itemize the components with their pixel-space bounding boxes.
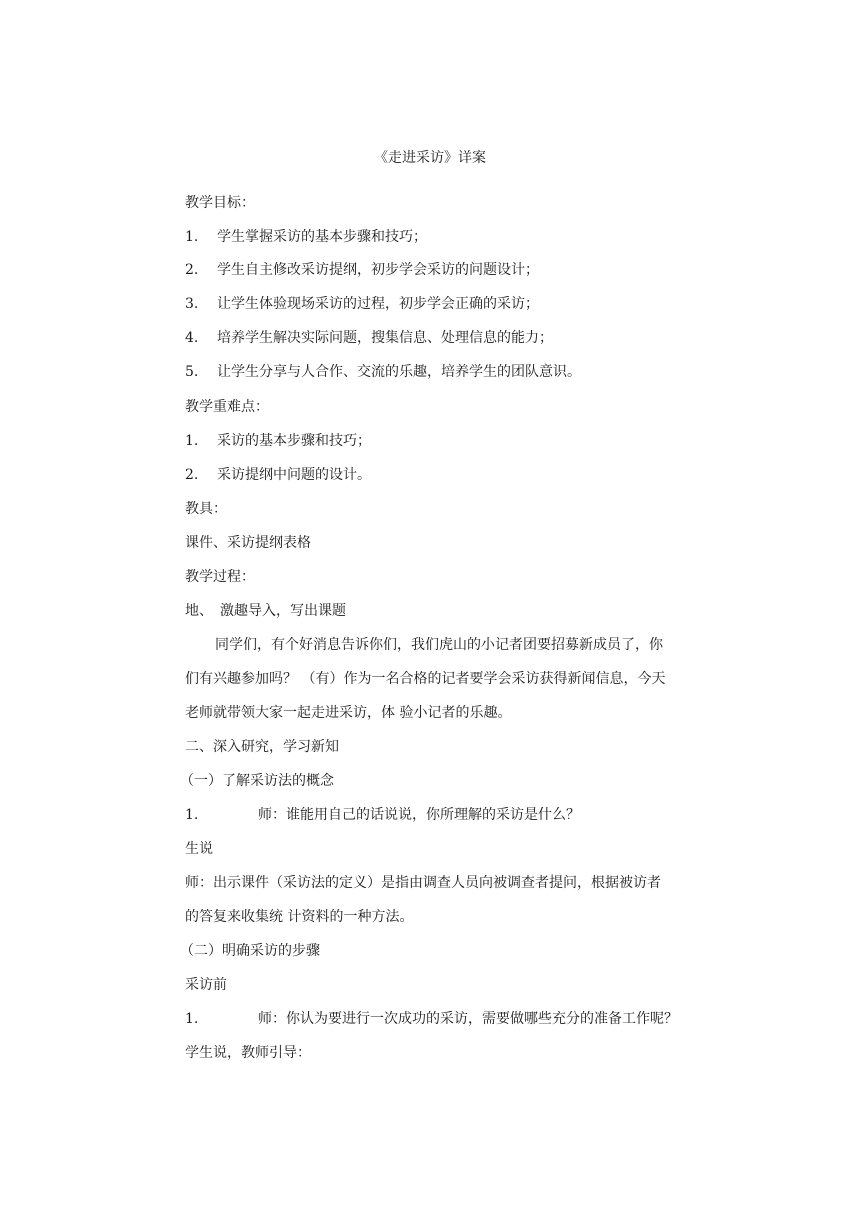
list-item-number: 2.	[185, 262, 199, 278]
list-item	[185, 294, 539, 314]
paragraph-line: 同学们，有个好消息告诉你们，我们虎山的小记者团要招募新成员了，你	[215, 637, 663, 653]
paragraph-line: 们有兴趣参加吗？ （有）作为一名合格的记者要学会采访获得新闻信息，今天	[185, 671, 666, 687]
list-item-number: 5.	[185, 364, 199, 380]
list-item-text: 培养学生解决实际问题，搜集信息、处理信息的能力；	[217, 330, 553, 346]
list-item-text: 让学生体验现场采访的过程，初步学会正确的采访；	[217, 296, 539, 312]
document-title: 《走进采访》详案	[374, 150, 486, 166]
list-item-text: 采访的基本步骤和技巧；	[217, 433, 371, 449]
section-heading	[185, 601, 346, 621]
list-item-text: 师：谁能用自己的话说说，你所理解的采访是什么？	[258, 807, 580, 823]
list-item	[185, 362, 581, 382]
list-item-text: 让学生分享与人合作、交流的乐趣，培养学生的团队意识。	[217, 364, 581, 380]
process-heading: 教学过程：	[185, 569, 255, 585]
list-item-number: 3.	[185, 296, 199, 312]
student-says: 生说	[185, 841, 213, 857]
subsection-heading: （二）明确采访的步骤	[180, 943, 320, 959]
section-heading: 二、深入研究，学习新知	[185, 739, 339, 755]
section-title: 激趣导入，写出课题	[220, 603, 346, 619]
materials-text: 课件、采访提纲表格	[185, 535, 311, 551]
list-item	[185, 227, 427, 247]
list-item-text: 采访提纲中问题的设计。	[217, 467, 371, 483]
list-item-number: 1.	[185, 807, 199, 823]
list-item-number: 1.	[185, 433, 199, 449]
paragraph-line: 老师就带领大家一起走进采访，体 验小记者的乐趣。	[185, 705, 512, 721]
list-item-text: 学生自主修改采访提纲，初步学会采访的问题设计；	[217, 262, 539, 278]
list-item-number: 2.	[185, 467, 199, 483]
list-item	[185, 431, 371, 451]
list-item-text: 学生掌握采访的基本步骤和技巧；	[217, 229, 427, 245]
section-prefix: 地、	[185, 603, 213, 619]
subsection-heading: （一）了解采访法的概念	[180, 773, 334, 789]
list-item	[185, 328, 553, 348]
list-item-number: 1.	[185, 229, 199, 245]
list-item	[185, 805, 580, 825]
list-item-number: 1.	[185, 1011, 199, 1027]
key-points-heading: 教学重难点：	[185, 399, 269, 415]
paragraph-line: 师：出示课件（采访法的定义）是指由调查人员向被调查者提问，根据被访者	[185, 875, 661, 891]
before-interview-label: 采访前	[185, 977, 227, 993]
list-item	[185, 465, 371, 485]
paragraph-line: 学生说，教师引导：	[185, 1045, 311, 1061]
list-item	[185, 260, 539, 280]
list-item-number: 4.	[185, 330, 199, 346]
materials-heading: 教具：	[185, 501, 227, 517]
paragraph-line: 的答复来收集统 计资料的一种方法。	[185, 909, 414, 925]
objectives-heading: 教学目标：	[185, 195, 255, 211]
list-item	[185, 1009, 678, 1029]
list-item-text: 师：你认为要进行一次成功的采访，需要做哪些充分的准备工作呢？	[258, 1011, 678, 1027]
